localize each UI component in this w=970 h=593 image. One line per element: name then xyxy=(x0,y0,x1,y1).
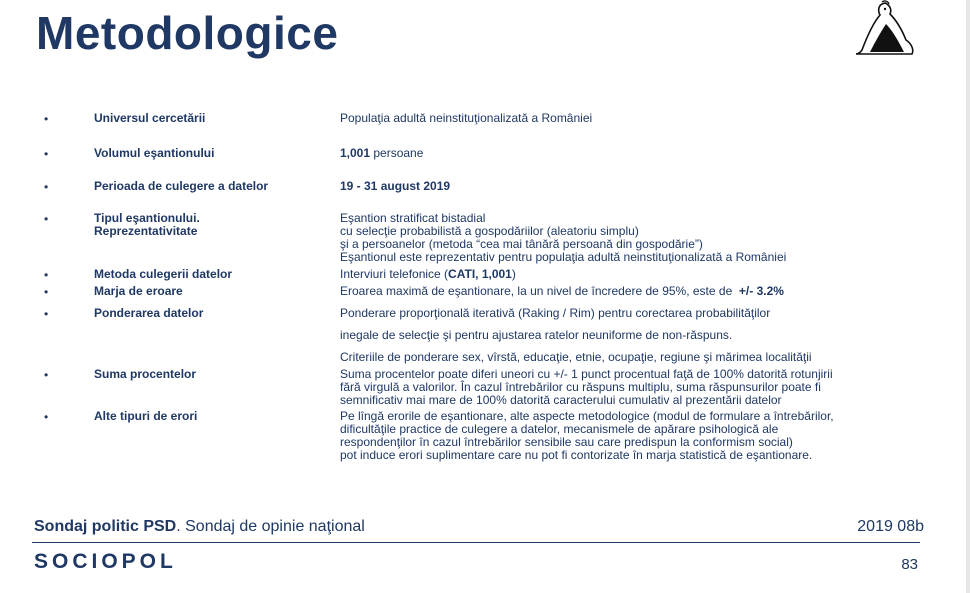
item-label: Perioada de culegere a datelor xyxy=(94,179,269,193)
page-number: 83 xyxy=(901,556,918,573)
item-value xyxy=(340,285,940,298)
value-bold: +/- 3.2% xyxy=(738,284,784,298)
value-line: dificultăţile practice de culegere a datelor, mecanismele de apărare psihologică ale xyxy=(340,422,779,436)
bullet: • xyxy=(44,112,49,126)
bullet: • xyxy=(44,212,49,226)
item-value xyxy=(340,180,940,193)
bullet: • xyxy=(44,268,49,282)
item-label: Volumul eşantionului xyxy=(94,146,215,160)
footer-title-bold: Sondaj politic PSD xyxy=(34,518,177,535)
value-bold: 19 - 31 august 2019 xyxy=(340,179,451,193)
item-label: Suma procentelor xyxy=(94,367,197,381)
value-line: cu selecţie probabilistă a gospodăriilor (aleatoriu simplu) xyxy=(340,224,639,238)
bullet: • xyxy=(44,307,49,321)
item-value xyxy=(340,410,940,462)
sociopol-logo: SOCIOPOL xyxy=(34,550,177,573)
value-text: Eroarea maximă de eşantionare, la un nivel de încredere de 95%, este de xyxy=(340,284,739,298)
value-line: semnificativ mai mare de 100% datorită caracterului cumulativ al prezentării datelor xyxy=(340,393,782,407)
item-label: Ponderarea datelor xyxy=(94,306,204,320)
value-bold: CATI, 1,001 xyxy=(448,267,512,281)
value-line: Eşantionul este reprezentativ pentru populaţia adultă neinstituţionalizată a României xyxy=(340,250,787,264)
value-line: Eşantion stratificat bistadial xyxy=(340,211,486,225)
item-value xyxy=(340,268,940,281)
item-value xyxy=(340,307,940,364)
penguin-logo-icon xyxy=(852,0,918,58)
value-paragraph: inegale de selecţie şi pentru ajustarea ratelor neuniforme de non-răspuns. xyxy=(340,328,733,342)
value-text: Interviuri telefonice ( xyxy=(340,267,449,281)
label-line: Reprezentativitate xyxy=(94,224,198,238)
value-line: pot induce erori suplimentare care nu pot fi contorizate în marja statistică de eşantionare. xyxy=(340,448,813,462)
bullet: • xyxy=(44,368,49,382)
value-text: ) xyxy=(511,267,516,281)
footer-divider xyxy=(32,542,920,543)
label-line: Tipul eşantionului. xyxy=(94,211,200,225)
bullet: • xyxy=(44,285,49,299)
value-line: respondenţilor în cazul întrebărilor sensibile sau care predispun la conformism social) xyxy=(340,435,793,449)
bullet: • xyxy=(44,147,49,161)
value-text: persoane xyxy=(370,146,424,160)
bullet: • xyxy=(44,180,49,194)
item-label: Metoda culegerii datelor xyxy=(94,267,233,281)
footer-title xyxy=(34,518,365,536)
item-label xyxy=(94,212,334,238)
value-line: Suma procentelor poate diferi uneori cu +/- 1 punct procentual faţă de 100% datorită rotunjirii xyxy=(340,367,833,381)
footer-title-rest: . Sondaj de opinie naţional xyxy=(176,518,365,535)
page-title: Metodologice xyxy=(36,7,339,59)
slide-edge-shadow xyxy=(966,0,970,593)
value-paragraph: Ponderare proporţională iterativă (Raking / Rim) pentru corectarea probabilităţilor xyxy=(340,306,771,320)
value-line: Pe lîngă erorile de eşantionare, alte aspecte metodologice (modul de formulare a întrebărilor, xyxy=(340,409,834,423)
value-paragraph: Criteriile de ponderare sex, vîrstă, educaţie, etnie, ocupaţie, regiune şi mărimea localităţii xyxy=(340,350,812,364)
value-line: şi a persoanelor (metoda “cea mai tânără persoană din gospodărie”) xyxy=(340,237,703,251)
item-value xyxy=(340,147,940,160)
value-bold: 1,001 xyxy=(340,146,371,160)
value-line: fără virgulă a valorilor. În cazul întrebărilor cu răspuns multiplu, suma răspunsurilor poate fi xyxy=(340,380,821,394)
item-value xyxy=(340,368,940,407)
item-label: Marja de eroare xyxy=(94,284,183,298)
item-value xyxy=(340,112,940,125)
bullet: • xyxy=(44,410,49,424)
value-line: Populaţia adultă neinstituţionalizată a României xyxy=(340,111,593,125)
item-value xyxy=(340,212,940,264)
item-label: Universul cercetării xyxy=(94,111,206,125)
footer-date: 2019 08b xyxy=(857,518,924,535)
item-label: Alte tipuri de erori xyxy=(94,409,198,423)
